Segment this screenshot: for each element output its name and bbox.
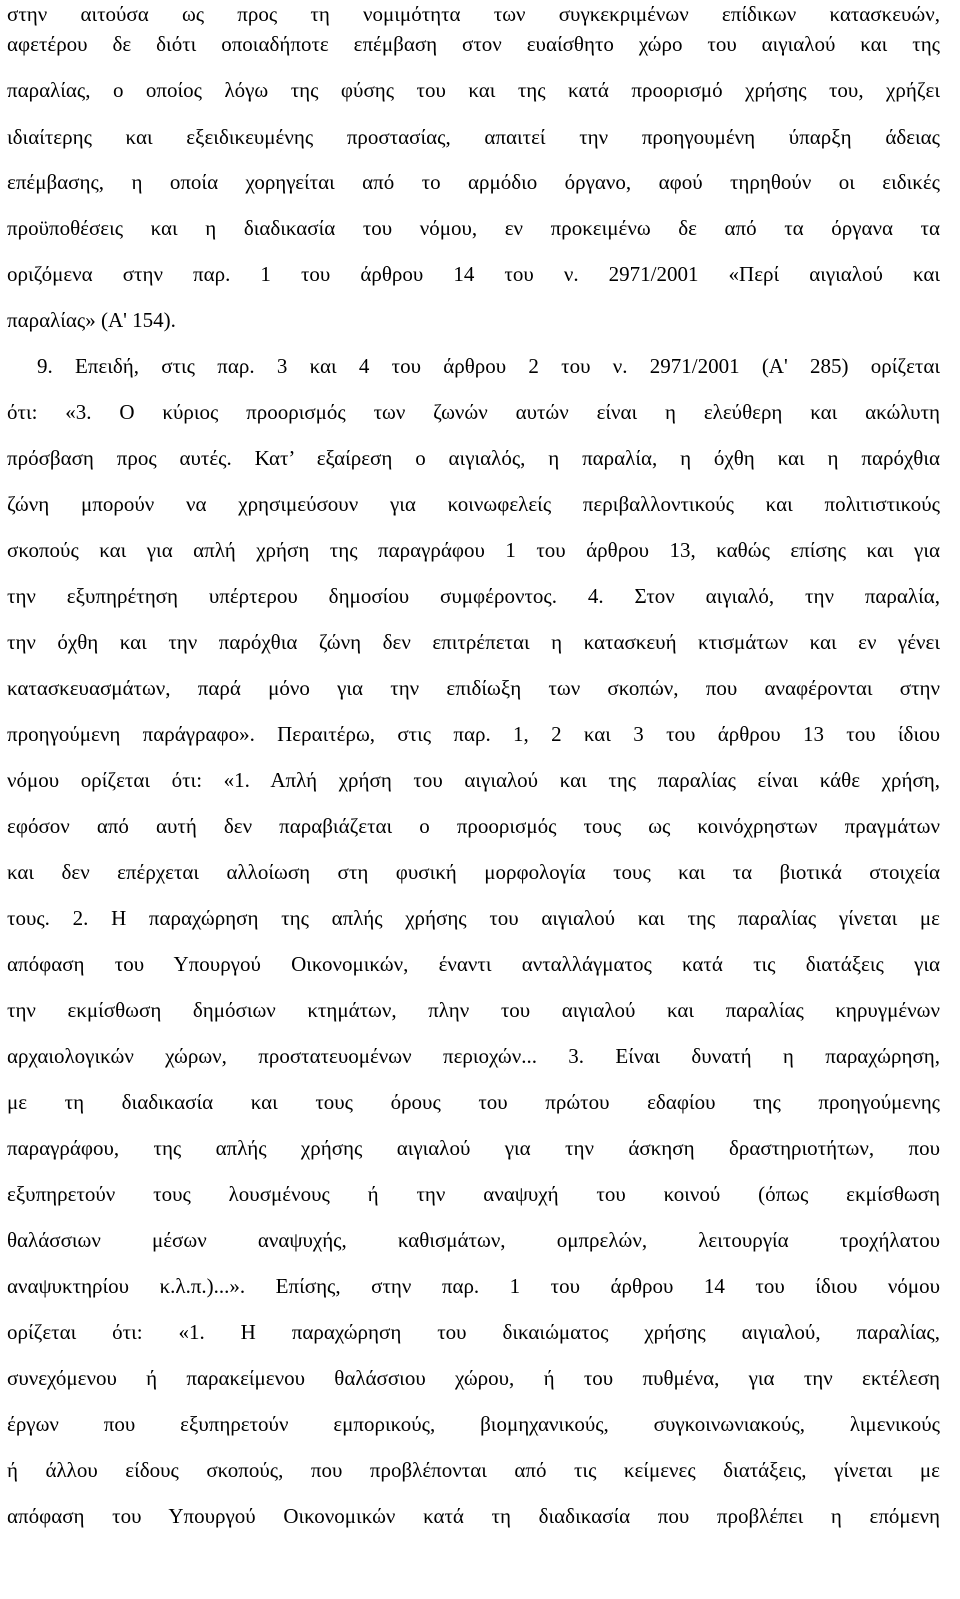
text-line: παραλίας, ο οποίος λόγω της φύσης του και της κατά προορισμό χρήσης του, χρήζει [7, 78, 940, 102]
text-line: ιδιαίτερης και εξειδικευμένης προστασίας, απαιτεί την προηγουμένη ύπαρξη άδειας [7, 125, 940, 149]
paragraph-start-line: 9. Επειδή, στις παρ. 3 και 4 του άρθρου 2 του ν. 2971/2001 (Α' 285) ορίζεται [37, 354, 940, 378]
text-line: έργων που εξυπηρετούν εμπορικούς, βιομηχανικούς, συγκοινωνιακούς, λιμενικούς [7, 1412, 940, 1436]
text-line: και δεν επέρχεται αλλοίωση στη φυσική μορφολογία τους και τα βιοτικά στοιχεία [7, 860, 940, 884]
text-line: σκοπούς και για απλή χρήση της παραγράφου 1 του άρθρου 13, καθώς επίσης και για [7, 538, 940, 562]
text-line: αφετέρου δε διότι οποιαδήποτε επέμβαση στον ευαίσθητο χώρο του αιγιαλού και της [7, 32, 940, 56]
text-line: την όχθη και την παρόχθια ζώνη δεν επιτρέπεται η κατασκευή κτισμάτων και εν γένει [7, 630, 940, 654]
text-line: ορίζεται ότι: «1. Η παραχώρηση του δικαιώματος χρήσης αιγιαλού, παραλίας, [7, 1320, 940, 1344]
text-line: απόφαση του Υπουργού Οικονομικών, έναντι ανταλλάγματος κατά τις διατάξεις για [7, 952, 940, 976]
text-line: ότι: «3. Ο κύριος προορισμός των ζωνών αυτών είναι η ελεύθερη και ακώλυτη [7, 400, 940, 424]
text-line: πρόσβαση προς αυτές. Κατ’ εξαίρεση ο αιγιαλός, η παραλία, η όχθη και η παρόχθια [7, 446, 940, 470]
text-line: απόφαση του Υπουργού Οικονομικών κατά τη διαδικασία που προβλέπει η επόμενη [7, 1504, 940, 1528]
text-line: με τη διαδικασία και τους όρους του πρώτου εδαφίου της προηγούμενης [7, 1090, 940, 1114]
text-line: την εκμίσθωση δημόσιων κτημάτων, πλην του αιγιαλού και παραλίας κηρυγμένων [7, 998, 940, 1022]
text-line: συνεχόμενου ή παρακείμενου θαλάσσιου χώρου, ή του πυθμένα, για την εκτέλεση [7, 1366, 940, 1390]
text-line: αναψυκτηρίου κ.λ.π.)...». Επίσης, στην παρ. 1 του άρθρου 14 του ίδιου νόμου [7, 1274, 940, 1298]
text-line: προηγούμενη παράγραφο». Περαιτέρω, στις παρ. 1, 2 και 3 του άρθρου 13 του ίδιου [7, 722, 940, 746]
text-line: ή άλλου είδους σκοπούς, που προβλέπονται από τις κείμενες διατάξεις, γίνεται με [7, 1458, 940, 1482]
text-line: οριζόμενα στην παρ. 1 του άρθρου 14 του ν. 2971/2001 «Περί αιγιαλού και [7, 262, 940, 286]
text-line: επέμβασης, η οποία χορηγείται από το αρμόδιο όργανο, αφού τηρηθούν οι ειδικές [7, 170, 940, 194]
text-line: παραγράφου, της απλής χρήσης αιγιαλού για την άσκηση δραστηριοτήτων, που [7, 1136, 940, 1160]
text-line: παραλίας» (Α' 154). [7, 308, 176, 332]
text-line: αρχαιολογικών χώρων, προστατευομένων περιοχών... 3. Είναι δυνατή η παραχώρηση, [7, 1044, 940, 1068]
text-line: εφόσον από αυτή δεν παραβιάζεται ο προορισμός τους ως κοινόχρηστων πραγμάτων [7, 814, 940, 838]
text-line: νόμου ορίζεται ότι: «1. Απλή χρήση του αιγιαλού και της παραλίας είναι κάθε χρήση, [7, 768, 940, 792]
text-line: τους. 2. Η παραχώρηση της απλής χρήσης του αιγιαλού και της παραλίας γίνεται με [7, 906, 940, 930]
text-line: ζώνη μπορούν να χρησιμεύσουν για κοινωφελείς περιβαλλοντικούς και πολιτιστικούς [7, 492, 940, 516]
text-line: προϋποθέσεις και η διαδικασία του νόμου, εν προκειμένω δε από τα όργανα τα [7, 216, 940, 240]
text-line: κατασκευασμάτων, παρά μόνο για την επιδίωξη των σκοπών, που αναφέρονται στην [7, 676, 940, 700]
text-line: στην αιτούσα ως προς τη νομιμότητα των συγκεκριμένων επίδικων κατασκευών, [7, 2, 940, 26]
text-line: εξυπηρετούν τους λουσμένους ή την αναψυχή του κοινού (όπως εκμίσθωση [7, 1182, 940, 1206]
text-line: την εξυπηρέτηση υπέρτερου δημοσίου συμφέροντος. 4. Στον αιγιαλό, την παραλία, [7, 584, 940, 608]
text-line: θαλάσσιων μέσων αναψυχής, καθισμάτων, ομπρελών, λειτουργία τροχήλατου [7, 1228, 940, 1252]
